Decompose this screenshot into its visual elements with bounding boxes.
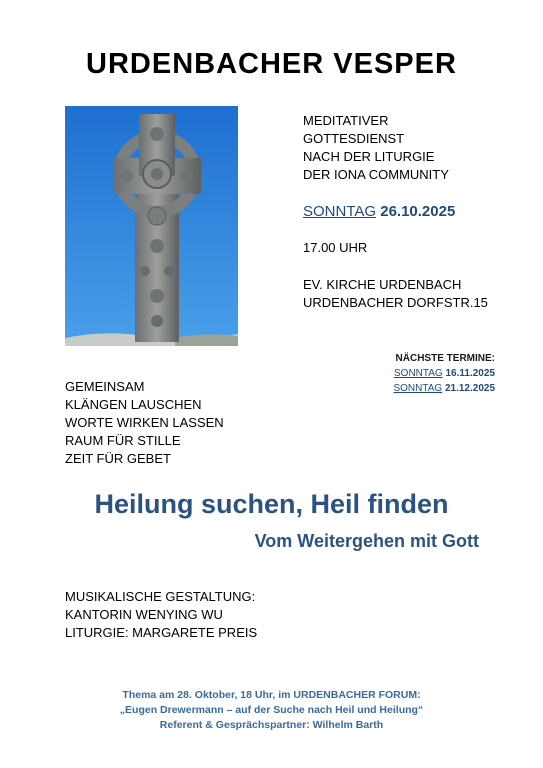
next-dates [393, 351, 495, 396]
together-line: GEMEINSAM [65, 379, 145, 394]
credit-line: LITURGIE: MARGARETE PREIS [65, 625, 258, 640]
date-day-label: SONNTAG [303, 203, 377, 220]
page-title: URDENBACHER VESPER [86, 48, 457, 80]
headline: Heilung suchen, Heil finden [94, 489, 449, 519]
celtic-cross-image [65, 106, 238, 346]
credit-line: KANTORIN WENYING WU [65, 607, 223, 622]
next-date-value: 21.12.2025 [442, 383, 495, 394]
forum-footer [0, 688, 543, 733]
together-list [65, 378, 224, 468]
footer-line: „Eugen Drewermann – auf der Suche nach Heil und Heilung“ [119, 704, 424, 716]
location-line: EV. KIRCHE URDENBACH [303, 277, 462, 292]
service-description [303, 112, 449, 184]
together-line: RAUM FÜR STILLE [65, 433, 181, 448]
footer-line: Thema am 28. Oktober, 18 Uhr, im URDENBACHER FORUM: [122, 689, 421, 701]
music-credits [65, 588, 257, 642]
description-line: GOTTESDIENST [303, 131, 405, 146]
next-date-item [393, 366, 495, 381]
next-date-value: 16.11.2025 [442, 368, 495, 379]
service-location [303, 276, 488, 312]
footer-line: Referent & Gesprächspartner: Wilhelm Barth [159, 719, 384, 731]
description-line: NACH DER LITURGIE [303, 149, 435, 164]
celtic-cross-photo [65, 106, 238, 346]
credit-line: MUSIKALISCHE GESTALTUNG: [65, 589, 256, 604]
location-line: URDENBACHER DORFSTR.15 [303, 295, 488, 310]
next-date-item [393, 381, 495, 396]
subheadline: Vom Weitergehen mit Gott [254, 531, 479, 551]
description-line: MEDITATIVER [303, 113, 389, 128]
together-line: WORTE WIRKEN LASSEN [65, 415, 224, 430]
date-value: 26.10.2025 [376, 203, 456, 220]
service-date [303, 203, 455, 220]
next-date-day: SONNTAG [393, 383, 443, 394]
next-date-day: SONNTAG [394, 368, 443, 379]
together-line: KLÄNGEN LAUSCHEN [65, 397, 202, 412]
service-time: 17.00 UHR [303, 240, 368, 255]
together-line: ZEIT FÜR GEBET [65, 451, 171, 466]
description-line: DER IONA COMMUNITY [303, 167, 449, 182]
next-dates-heading: NÄCHSTE TERMINE: [395, 353, 495, 364]
